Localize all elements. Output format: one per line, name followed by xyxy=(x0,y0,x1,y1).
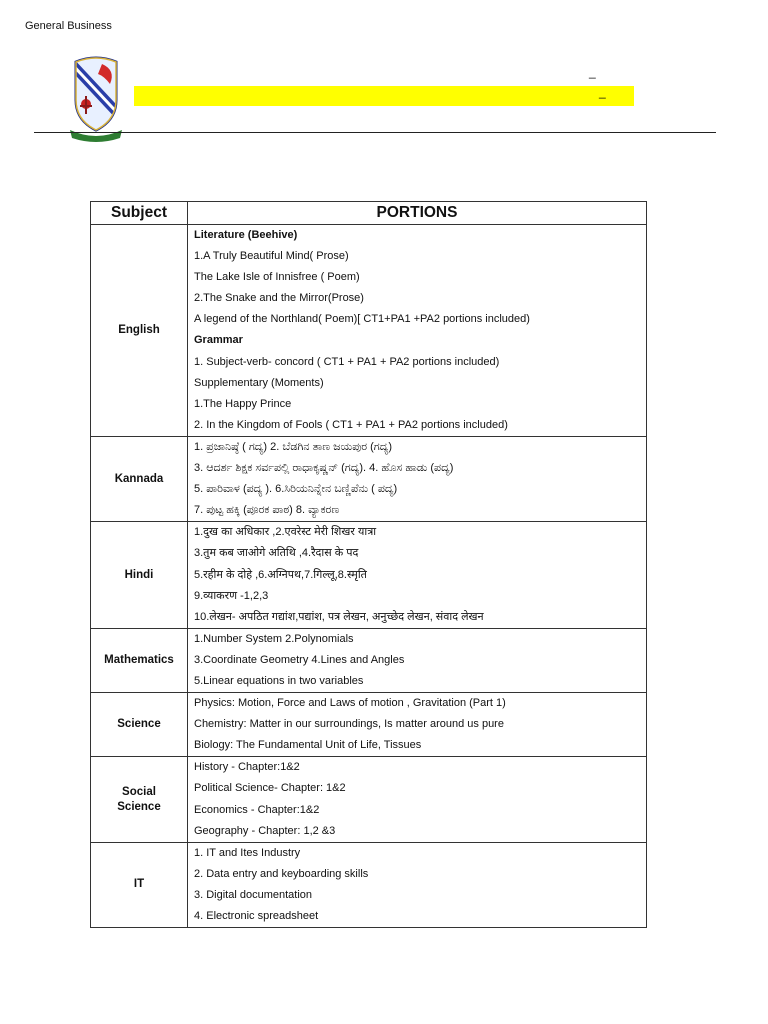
portion-line: Supplementary (Moments) xyxy=(194,376,324,389)
table-row xyxy=(91,225,647,437)
portion-line: A legend of the Northland( Poem)[ CT1+PA1 +PA2 portions included) xyxy=(194,313,530,326)
portion-line: Political Science- Chapter: 1&2 xyxy=(194,782,346,795)
portions-cell xyxy=(188,522,647,628)
portion-line: 1. Subject-verb- concord ( CT1 + PA1 + PA2 portions included) xyxy=(194,355,500,368)
portion-line: Chemistry: Matter in our surroundings, Is matter around us pure xyxy=(194,718,504,731)
portion-line: 2. In the Kingdom of Fools ( CT1 + PA1 + PA2 portions included) xyxy=(194,418,508,431)
portion-line: 5.Linear equations in two variables xyxy=(194,674,364,687)
header-divider xyxy=(34,132,716,133)
table-row xyxy=(91,757,647,842)
portion-line: The Lake Isle of Innisfree ( Poem) xyxy=(194,271,360,284)
portion-line: Biology: The Fundamental Unit of Life, Tissues xyxy=(194,739,422,752)
portions-cell xyxy=(188,225,647,437)
portion-line: Economics - Chapter:1&2 xyxy=(194,803,320,816)
table-row xyxy=(91,522,647,628)
portion-line: 1. IT and Ites Industry xyxy=(194,846,301,859)
table-row xyxy=(91,628,647,692)
subject-cell: IT xyxy=(91,842,188,927)
portion-line: 1.The Happy Prince xyxy=(194,397,292,410)
header-dash-bottom: _ xyxy=(599,85,606,99)
school-logo xyxy=(64,50,128,142)
portion-line: 4. Electronic spreadsheet xyxy=(194,910,319,922)
portion-line: 5. ಪಾರಿವಾಳ (ಪದ್ಯ ). 6.ಸಿರಿಯನಿನ್ನೇನ ಬಣ್ಣಿಪೆನು ( ಪದ್ಯ) xyxy=(194,483,398,496)
portion-line: 1.दुख का अधिकार ,2.एवरेस्ट मेरी शिखर यात्रा xyxy=(194,526,377,539)
document-header-label: General Business xyxy=(25,20,112,32)
portion-line: 1.Number System 2.Polynomials xyxy=(194,632,354,645)
subject-cell: Science xyxy=(91,693,188,757)
portions-cell xyxy=(188,693,647,757)
highlight-bar xyxy=(134,86,634,106)
portions-cell xyxy=(188,436,647,521)
portion-line: Grammar xyxy=(194,334,243,347)
portion-line: 1. ಪ್ರಜಾನಿಷ್ಠೆ ( ಗದ್ಯ) 2. ಬೆಡಗಿನ ತಾಣ ಜಯಪುರ (ಗದ್ಯ) xyxy=(194,440,392,453)
portions-cell xyxy=(188,757,647,842)
subject-column-header: Subject xyxy=(91,202,188,225)
portions-column-header: PORTIONS xyxy=(188,202,647,225)
portion-line: 1.A Truly Beautiful Mind( Prose) xyxy=(194,250,349,263)
table-row xyxy=(91,436,647,521)
portion-line: Literature (Beehive) xyxy=(194,229,298,241)
portion-line: 10.लेखन- अपठित गद्यांश,पद्यांश, पत्र लेखन, अनुच्छेद लेखन, संवाद लेखन xyxy=(194,610,484,623)
table-row xyxy=(91,693,647,757)
portion-line: History - Chapter:1&2 xyxy=(194,761,300,774)
portion-line: 2.The Snake and the Mirror(Prose) xyxy=(194,292,364,305)
portions-cell xyxy=(188,628,647,692)
subject-cell: English xyxy=(91,225,188,437)
portion-line: 5.रहीम के दोहे ,6.अग्निपथ,7.गिल्लू,8.स्मृति xyxy=(194,568,367,581)
header-dash-top: _ xyxy=(589,65,596,79)
portion-line: 3.तुम कब जाओगे अतिथि ,4.रैदास के पद xyxy=(194,547,359,560)
portion-line: 9.व्याकरण -1,2,3 xyxy=(194,589,269,602)
portions-table xyxy=(90,201,647,928)
portion-line: Physics: Motion, Force and Laws of motion , Gravitation (Part 1) xyxy=(194,697,506,710)
subject-cell: Social Science xyxy=(91,757,188,842)
table-row xyxy=(91,842,647,927)
portion-line: 2. Data entry and keyboarding skills xyxy=(194,867,369,880)
portion-line: 7. ಪುಟ್ಟ ಹಕ್ಕಿ (ಪೂರಕ ಪಾಠ) 8. ವ್ಯಾಕರಣ xyxy=(194,504,340,517)
subject-cell: Mathematics xyxy=(91,628,188,692)
table-header-row xyxy=(91,202,647,225)
portion-line: 3. Digital documentation xyxy=(194,888,313,901)
portion-line: 3. ಆದರ್ಶ ಶಿಕ್ಷಕ ಸರ್ವಪಲ್ಲಿ ರಾಧಾಕೃಷ್ಣನ್ (ಗದ್ಯ). 4. ಹೊಸ ಹಾಡು (ಪದ್ಯ) xyxy=(194,462,454,475)
portions-cell xyxy=(188,842,647,927)
portion-line: Geography - Chapter: 1,2 &3 xyxy=(194,824,336,837)
portion-line: 3.Coordinate Geometry 4.Lines and Angles xyxy=(194,653,405,666)
subject-cell: Kannada xyxy=(91,436,188,521)
subject-cell: Hindi xyxy=(91,522,188,628)
